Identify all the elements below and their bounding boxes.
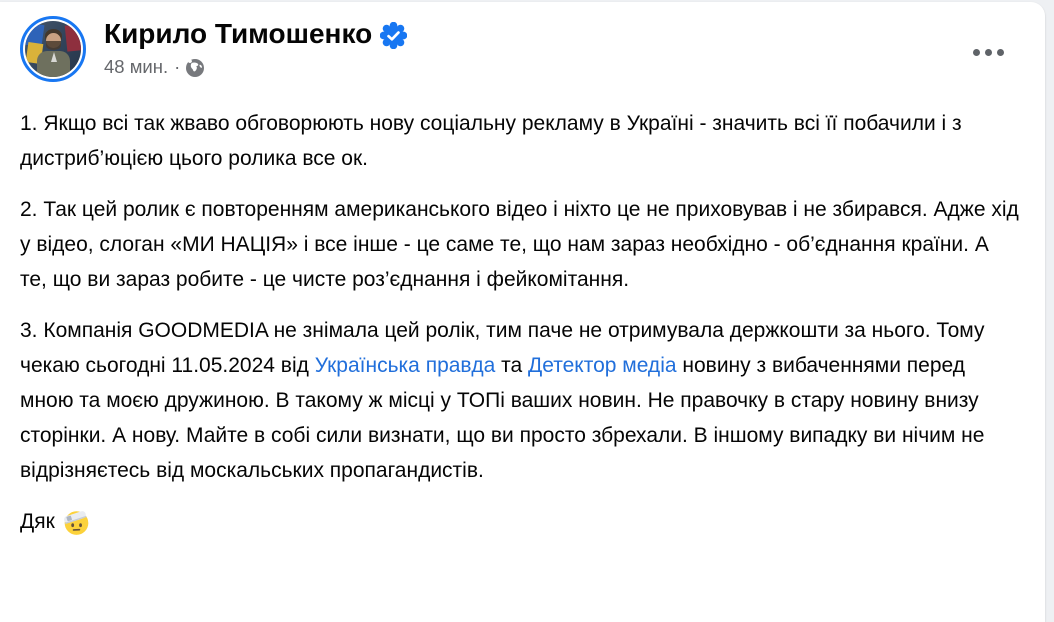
post-meta <box>104 57 407 77</box>
post-menu-button[interactable] <box>966 36 1010 68</box>
link-ukrainska-pravda[interactable]: Українська правда <box>314 354 496 377</box>
avatar-person-beard <box>46 41 61 50</box>
post-paragraph-2: 2. Так цей ролик є повторенням американського відео і ніхто це не приховував і не збирався. Адже хід у відео, слоган «МИ НАЦІЯ» і все інше - це саме те, що нам зараз необхідно - об’єднання країни. А те, що ви зараз робите - це чисте роз’єднання і фейкомітання. <box>20 198 1019 291</box>
paragraph-3-text: 3. Компанія GOODMEDIA не знімала цей ролік, тим паче не отримувала держкошти за нього. Тому чекаю сьогодні 11.05.2024 від <box>20 319 985 377</box>
meta-separator: · <box>174 56 181 77</box>
profile-photo <box>25 21 81 77</box>
closing-word: Дяк <box>20 510 55 533</box>
post-paragraph-4 <box>20 504 1021 539</box>
verified-badge-icon <box>380 22 407 49</box>
paragraph-3-text: новину з вибаченнями перед мною та моєю дружиною. В такому ж місці у ТОПі ваших новин. Не правочку в стару новину внизу сторінки. А нову. Майте в собі сили визнати, що ви просто збрехали. В іншому випадку ви нічим не відрізняєтесь від москальських пропагандистів. <box>20 354 985 482</box>
globe-icon <box>186 59 204 77</box>
post-paragraph-1: 1. Якщо всі так жваво обговорюють нову соціальну рекламу в Україні - значить всі її побачили і з дистриб’юцією цього ролика все ок. <box>20 112 962 170</box>
avatar[interactable] <box>20 16 86 82</box>
timestamp[interactable]: 48 мин. <box>104 56 169 77</box>
ellipsis-icon <box>973 49 980 56</box>
avatar-red-flag <box>65 24 81 51</box>
post-header-text <box>104 16 407 77</box>
post-body <box>0 82 1045 539</box>
post-paragraph-3 <box>20 313 1021 488</box>
post-header <box>0 2 1045 82</box>
facebook-post-card <box>0 2 1045 622</box>
author-name[interactable]: Кирило Тимошенко <box>104 18 373 49</box>
face-with-head-bandage-emoji <box>63 509 90 536</box>
link-detektor-media[interactable]: Детектор медіа <box>528 354 677 377</box>
paragraph-3-text: та <box>495 354 529 377</box>
